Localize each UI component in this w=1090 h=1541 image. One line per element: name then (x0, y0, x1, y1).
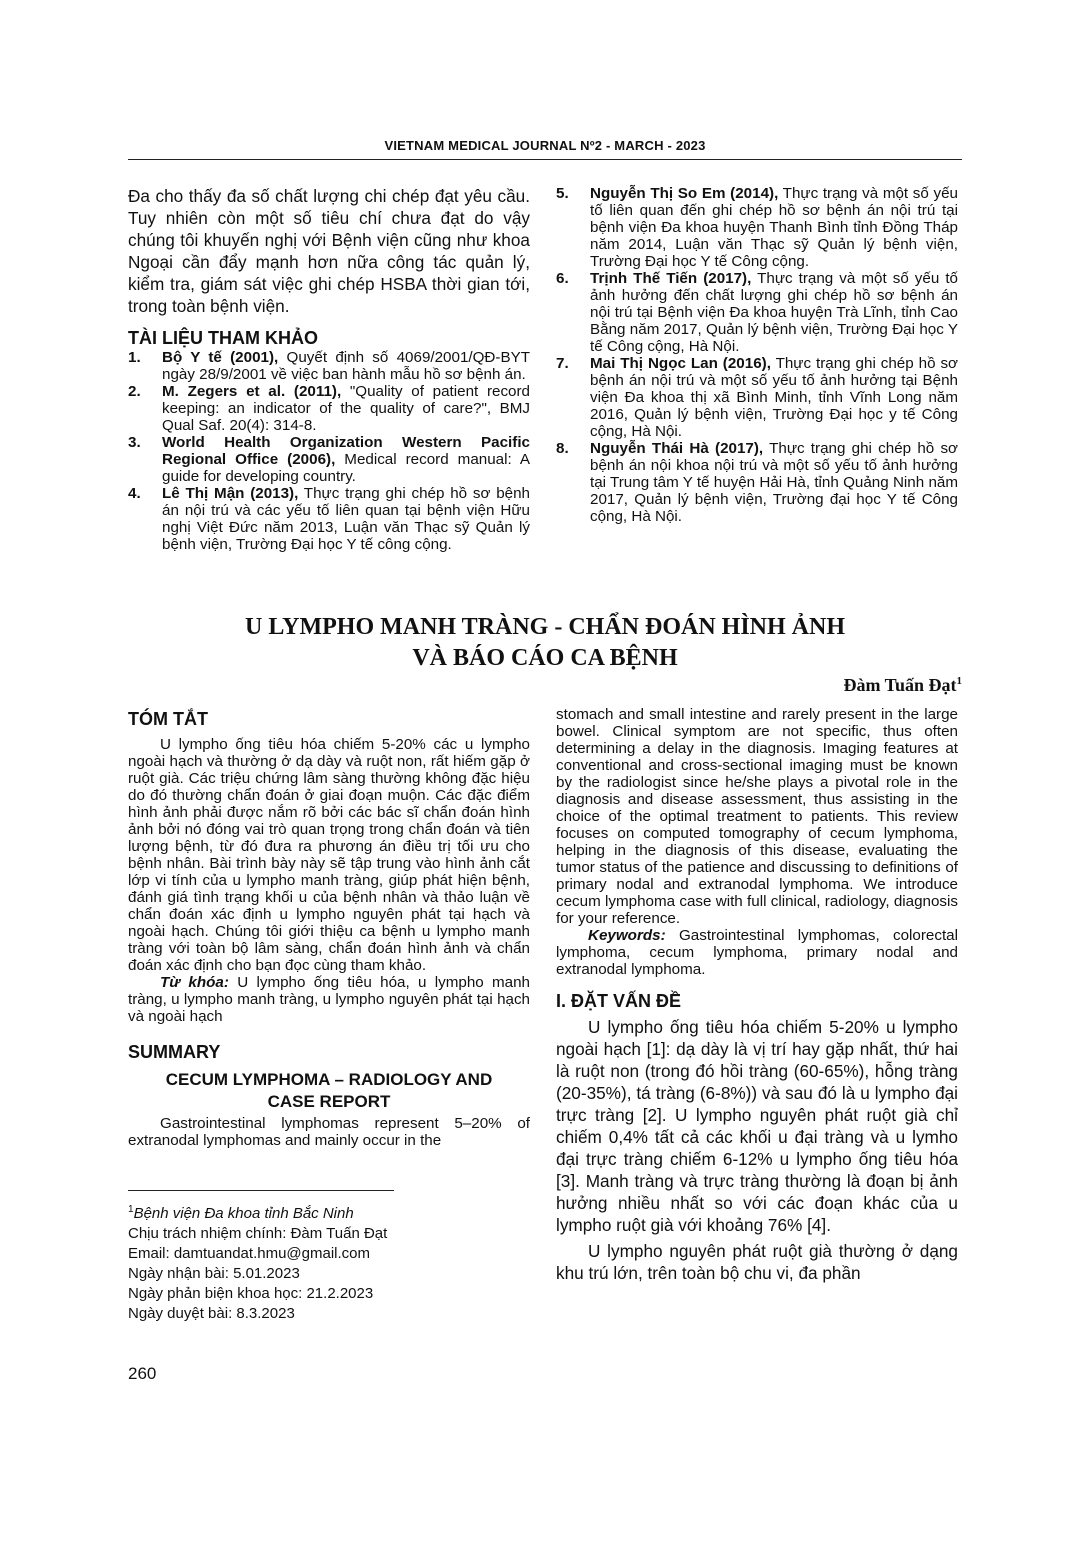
abstract-heading: TÓM TẮT (128, 709, 208, 729)
reference-item (128, 383, 530, 434)
reference-detail: Medical record manual: A guide for developing country. (162, 451, 530, 485)
summary-body-cont: stomach and small intestine and rarely present in the large bowel. Clinical symptom are not specific, thus often determining a delay in the diagnosis. Imaging features at conventional and cross-sectional imaging must be known by the radiologist since he/she plays a pivotal role in the diagnosis and disease assessment, thus assisting in the choice of the optimal treatment to patients. This review focuses on computed tomography of cecum lymphoma, helping in the diagnosis of this disease, evaluating the tumor status of the patience and discussing to definitions of primary nodal and extranodal lymphoma. We introduce cecum lymphoma case with full clinical, radiology, diagnosis for your reference. (556, 706, 958, 927)
reference-author: Nguyễn Thị So Em (2014), (590, 185, 779, 202)
footnote-accepted: Ngày duyệt bài: 8.3.2023 (128, 1305, 295, 1322)
reference-text (590, 185, 958, 270)
summary-body-start: Gastrointestinal lymphomas represent 5–20% of extranodal lymphomas and mainly occur in the (128, 1115, 530, 1149)
reference-item (556, 185, 958, 270)
reference-detail: Thực trạng ghi chép hồ sơ bệnh án nội trú và các yếu tố liên quan tại bệnh viện Hữu nghị Việt Đức năm 2013, Luận văn Thạc sỹ Quản lý bệnh viện, Trường Đại học Y tế công cộng. (162, 485, 530, 553)
footnote-reviewed: Ngày phản biện khoa học: 21.2.2023 (128, 1285, 374, 1302)
reference-text (590, 270, 958, 355)
summary-title-line1: CECUM LYMPHOMA – RADIOLOGY AND (165, 1070, 493, 1089)
reference-text (162, 383, 530, 434)
reference-number: 5. (556, 185, 569, 202)
reference-text (162, 349, 530, 383)
footnote-email: Email: damtuandat.hmu@gmail.com (128, 1245, 370, 1262)
reference-author: Mai Thị Ngọc Lan (2016), (590, 355, 771, 372)
reference-number: 3. (128, 434, 141, 451)
reference-number: 1. (128, 349, 141, 366)
reference-item (128, 485, 530, 553)
reference-text (590, 355, 958, 440)
references-list-left (128, 349, 530, 553)
footnote-affiliation: $^1$Bệnh viện Đa khoa tỉnh Bắc Ninh (128, 1204, 354, 1222)
conclusion-paragraph: Đa cho thấy đa số chất lượng chi chép đạt yêu cầu. Tuy nhiên còn một số tiêu chí chưa đạt do vậy chúng tôi khuyến nghị với Bệnh viện cũng như khoa Ngoại cần đẩy mạnh hơn nữa công tác quản lý, kiểm tra, giám sát việc ghi chép HSBA thời gian tới, trong toàn bệnh viện. (128, 186, 530, 316)
reference-detail: Quyết định số 4069/2001/QĐ-BYT ngày 28/9/2001 về việc ban hành mẫu hồ sơ bệnh án. (162, 349, 530, 383)
reference-author: Nguyễn Thái Hà (2017), (590, 440, 764, 457)
footnote-responsible: Chịu trách nhiệm chính: Đàm Tuấn Đạt (128, 1225, 388, 1242)
reference-number: 7. (556, 355, 569, 372)
reference-author: M. Zegers et al. (2011), (162, 383, 342, 400)
reference-item (128, 349, 530, 383)
reference-item (128, 434, 530, 485)
reference-item (556, 355, 958, 440)
reference-text (162, 485, 530, 553)
intro-paragraph-1: U lympho ống tiêu hóa chiếm 5-20% u lympho ngoài hạch [1]: dạ dày là vị trí hay gặp nhất, thứ hai là ruột non (trong đó hồi tràng (60-65%), hỗng tràng (20-35%), tá tràng (6-8%)) và sau đó là u lympho đại trực tràng [2]. U lympho nguyên phát ruột già chỉ chiếm 0,4% tất cả các khối u đại tràng và u lymho đại trực tràng chiếm 6-12% u lympho ống tiêu hóa [3]. Manh tràng và trực tràng thường là đoạn bị ảnh hưởng nhiều nhất so với các đoạn khác của u lympho ruột già với khoảng 76% [4]. (556, 1017, 958, 1235)
reference-detail: Thực trạng ghi chép hồ sơ bệnh án nội trú và một số yếu tố ảnh hưởng tại Bệnh viện Đa khoa thị xã Bình Minh, tỉnh Vĩnh Long năm 2016, Quản lý bệnh viện, Trường Đại học y tế Công cộng, Hà Nội. (590, 355, 958, 440)
references-list-right (556, 185, 958, 525)
abstract-column (128, 708, 530, 1149)
reference-number: 2. (128, 383, 141, 400)
references-heading: TÀI LIỆU THAM KHẢO (128, 328, 318, 348)
article-title-line2: VÀ BÁO CÁO CA BỆNH (412, 645, 678, 671)
reference-number: 8. (556, 440, 569, 457)
intro-heading: I. ĐẶT VẤN ĐỀ (556, 991, 682, 1011)
left-top-column (128, 185, 530, 553)
page-number: 260 (128, 1364, 157, 1383)
reference-detail: Thực trạng và một số yếu tố ảnh hưởng đến chất lượng ghi chép hồ sơ bệnh án nội trú tại Bệnh viện Đa khoa huyện Trà Lĩnh, tỉnh Cao Bằng năm 2017, Quản lý bệnh viện, Trường Đại học Y tế Công cộng, Hà Nội. (590, 270, 958, 355)
reference-item (556, 440, 958, 525)
footnote-rule (128, 1190, 394, 1191)
footnote-received: Ngày nhận bài: 5.01.2023 (128, 1265, 300, 1282)
abstract-keywords: Từ khóa: U lympho ống tiêu hóa, u lympho manh tràng, u lympho manh tràng, u lympho nguyên phát tại hạch và ngoài hạch (128, 974, 530, 1025)
reference-text (162, 434, 530, 485)
summary-heading: SUMMARY (128, 1042, 221, 1062)
summary-keywords: Keywords: Gastrointestinal lymphomas, colorectal lymphoma, cecum lymphoma, primary nodal and extranodal lymphoma. (556, 927, 958, 978)
article-title-line1: U LYMPHO MANH TRÀNG - CHẨN ĐOÁN HÌNH ẢNH (245, 614, 845, 640)
reference-author: Bộ Y tế (2001), (162, 349, 279, 366)
author-name: Đàm Tuấn Đạt$^1$ (843, 675, 962, 695)
reference-detail: Thực trạng và một số yếu tố liên quan đến ghi chép hồ sơ bệnh án nội trú tại bệnh viện Đa khoa huyện Thanh Bình tỉnh Đồng Tháp năm 2014, Luận văn Thạc sỹ Quản lý bệnh viện, Trường Đại học Y tế Công cộng. (590, 185, 958, 270)
summary-title-line2: CASE REPORT (267, 1092, 391, 1111)
reference-author: World Health Organization Western Pacific Regional Office (2006), (162, 434, 530, 468)
abstract-body: U lympho ống tiêu hóa chiếm 5-20% các u lympho ngoài hạch và thường ở dạ dày và ruột non, rất hiếm gặp ở ruột già. Các triệu chứng lâm sàng thường không đặc hiệu do đó thường chẩn đoán ở giai đoạn muộn. Các đặc điểm hình ảnh phải được nắm rõ bởi các bác sĩ chẩn đoán hình ảnh bởi nó đóng vai trò quan trọng trong chẩn đoán và tiên lượng bệnh, từ đó đưa ra phương án điều trị tối ưu cho bệnh nhân. Bài trình bày này sẽ tập trung vào hình ảnh cắt lớp vi tính của u lympho manh tràng, giúp phát hiện bệnh, đánh giá tình trạng khối u của bệnh nhân và thảo luận về chẩn đoán xác định u lympho nguyên phát tại hạch và ngoài hạch. Chúng tôi giới thiệu ca bệnh u lympho manh tràng với toàn bộ lâm sàng, chẩn đoán hình ảnh và chẩn đoán xác định cho bạn đọc cùng tham khảo. (128, 736, 530, 974)
intro-paragraph-2: U lympho nguyên phát ruột già thường ở dạng khu trú lớn, trên toàn bộ chu vi, đa phần (556, 1241, 958, 1283)
reference-text (590, 440, 958, 525)
reference-detail: "Quality of patient record keeping: an indicator of the quality of care?", BMJ Qual Saf. 20(4): 314-8. (162, 383, 530, 434)
reference-item (556, 270, 958, 355)
right-column (556, 706, 958, 1284)
header-rule (128, 159, 962, 160)
reference-number: 6. (556, 270, 569, 287)
reference-author: Trịnh Thế Tiến (2017), (590, 270, 752, 287)
journal-header: VIETNAM MEDICAL JOURNAL Nº2 - MARCH - 2023 (384, 138, 706, 153)
reference-detail: Thực trạng ghi chép hồ sơ bệnh án nội khoa nội trú và một số yếu tố ảnh hưởng tại Trung tâm Y tế huyện Hải Hà, tỉnh Quảng Ninh năm 2017, Quản lý bệnh viện, Trường đại học Y tế Công cộng, Hà Nội. (590, 440, 958, 525)
footnote (128, 1200, 530, 1324)
reference-number: 4. (128, 485, 141, 502)
reference-author: Lê Thị Mận (2013), (162, 485, 299, 502)
